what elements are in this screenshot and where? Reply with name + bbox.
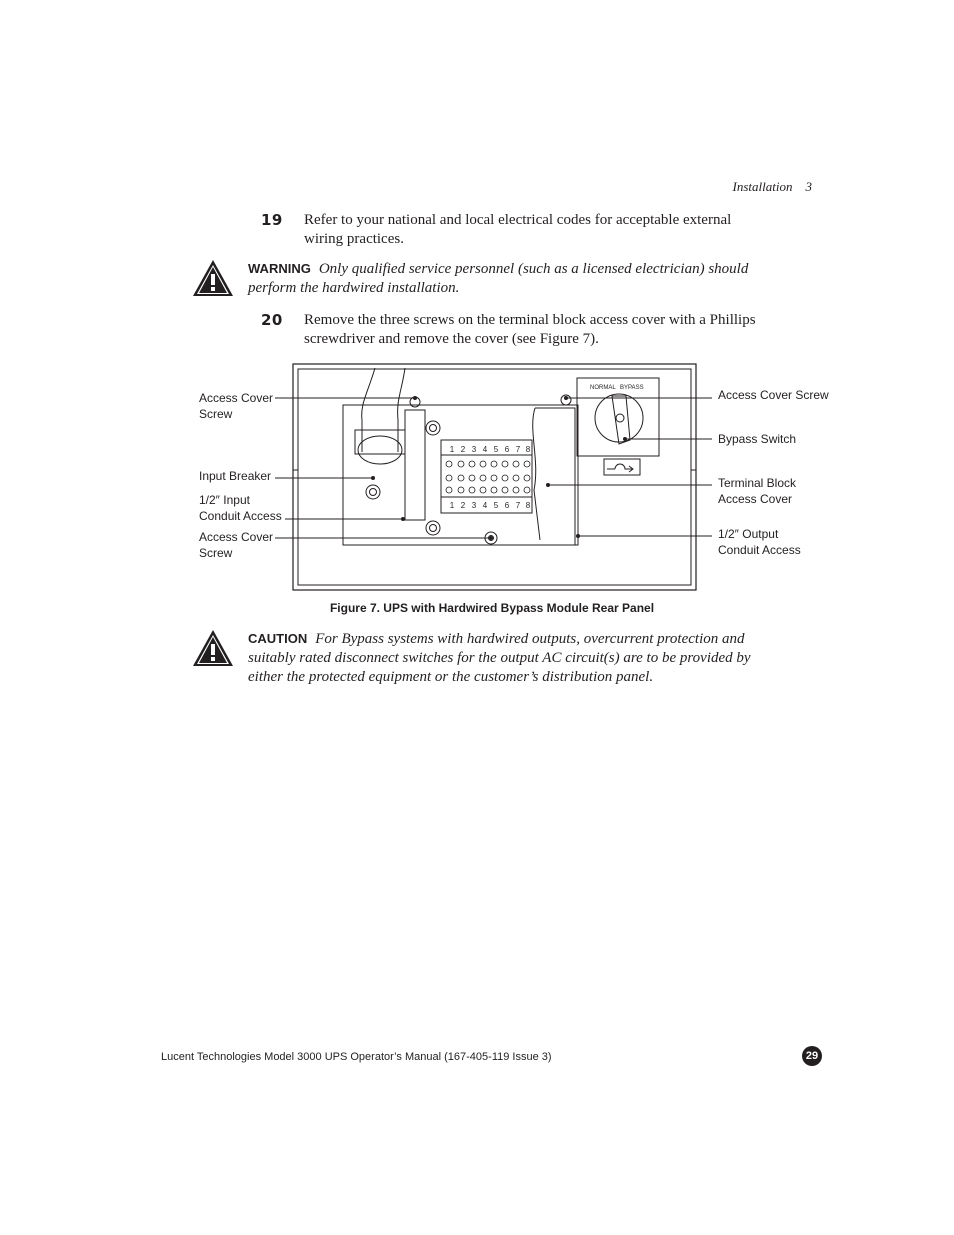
caution-text: For Bypass systems with hardwired outputs, overcurrent protection and suitably rated disconnect switches for the output AC circuit(s) are to be provided by either the protected equipment or the customer’s distribution panel. [248,631,751,685]
terminal-label-3-top: 3 [471,445,477,454]
footer-manual-title: Lucent Technologies Model 3000 UPS Operator’s Manual (167-405-119 Issue 3) [161,1051,552,1063]
caution-notice [248,629,773,687]
warning-label: WARNING [248,261,311,276]
caution-label: CAUTION [248,631,308,646]
bypass-symbol-icon [607,464,633,472]
ups-housing-inner [298,369,691,585]
terminal-label-1-bottom: 1 [449,501,455,510]
callout-access-cover-screw-right: Access Cover Screw [718,388,829,402]
terminal-label-5-top: 5 [493,445,499,454]
callout-leader-dots [371,396,627,540]
callout-access-cover-screw-bottom: Access Cover Screw [199,530,274,560]
terminal-label-4-bottom: 4 [482,501,488,510]
callout-output-conduit-access: 1/2″ Output Conduit Access [718,527,801,557]
input-breaker [366,485,380,499]
terminal-label-6-top: 6 [504,445,510,454]
terminal-block-access-cover [533,408,575,545]
input-conduit-cable [362,368,405,452]
terminal-screws [446,461,530,493]
terminal-label-7-top: 7 [515,445,521,454]
page-number-badge: 29 [802,1046,822,1066]
step-text-19: Refer to your national and local electrical codes for acceptable external wiring practices. [304,212,732,247]
input-conduit-gland [358,436,402,464]
step-text-20: Remove the three screws on the terminal block access cover with a Phillips screwdriver and remove the cover (see Figure 7). [304,312,756,347]
header-section: Installation [732,179,793,194]
bypass-switch-knob [612,396,630,444]
terminal-label-2-top: 2 [460,445,466,454]
step-number-20: 20 [261,311,283,329]
terminal-label-3-bottom: 3 [471,501,477,510]
callout-access-cover-screw-top: Access Cover Screw [199,391,274,421]
header-chapter: 3 [805,179,812,194]
terminal-label-7-bottom: 7 [515,501,521,510]
bypass-switch-dial [595,394,643,442]
terminal-label-4-top: 4 [482,445,488,454]
switch-label-normal: NORMAL [590,385,616,391]
callout-input-conduit-access: 1/2″ Input Conduit Access [199,493,282,523]
warning-text: Only qualified service personnel (such as a licensed electrician) should perform the hardwired installation. [248,261,749,296]
step-number-19: 19 [261,211,283,229]
terminal-label-8-top: 8 [525,445,531,454]
callout-leader-lines [275,398,712,538]
switch-label-bypass: BYPASS [620,385,644,391]
caution-icon [191,628,235,668]
callout-terminal-block-access-cover: Terminal Block Access Cover [718,476,797,506]
cover-flange [405,410,425,520]
terminal-label-1-top: 1 [449,445,455,454]
terminal-label-5-bottom: 5 [493,501,499,510]
terminal-label-8-bottom: 8 [525,501,531,510]
callout-input-breaker: Input Breaker [199,469,272,483]
terminal-label-6-bottom: 6 [504,501,510,510]
figure-caption: Figure 7. UPS with Hardwired Bypass Module Rear Panel [329,601,655,615]
callout-bypass-switch: Bypass Switch [718,432,797,446]
terminal-label-2-bottom: 2 [460,501,466,510]
bypass-symbol-plate [604,459,640,475]
